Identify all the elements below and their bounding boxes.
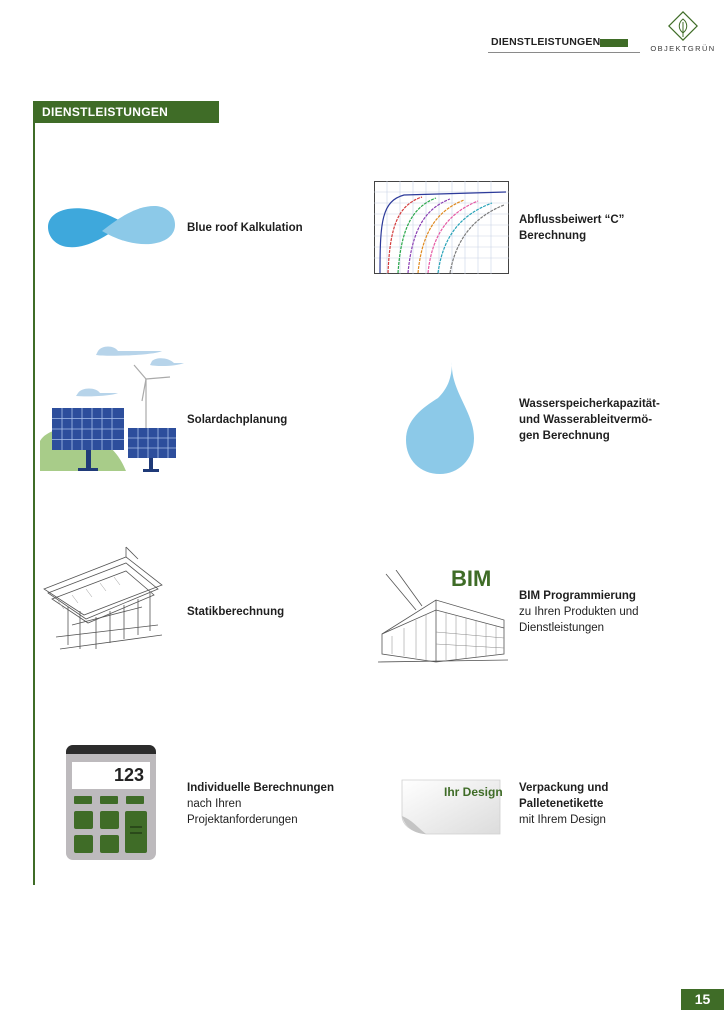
service-desc-line1: zu Ihren Produkten und — [519, 606, 639, 618]
solar-panels-wind-icon — [38, 343, 184, 475]
page-number: 15 — [681, 989, 724, 1010]
calculator-key — [74, 811, 93, 829]
bim-building-sketch-icon — [376, 570, 510, 666]
service-title-line1: Wasserspeicherkapazität- — [519, 398, 660, 410]
water-drop-icon — [404, 360, 476, 476]
service-title-line2: Berechnung — [519, 230, 587, 242]
equals-icon — [130, 826, 142, 828]
equals-icon-bar — [130, 832, 142, 834]
ihr-design-badge: Ihr Design — [444, 785, 503, 799]
service-verpackung — [519, 780, 608, 828]
section-vertical-rule — [33, 123, 35, 885]
leaf-diamond-icon — [667, 10, 699, 42]
service-title: Individuelle Berechnungen — [187, 782, 334, 794]
service-blue-roof — [187, 220, 303, 236]
logo-wordmark: OBJEKTGRÜN — [650, 44, 716, 53]
service-title-line2: und Wasserableitvermö- — [519, 414, 653, 426]
service-statik — [187, 604, 284, 620]
water-drops-icon — [44, 197, 179, 255]
calculator-key — [100, 811, 119, 829]
service-title-line1: Abflussbeiwert “C” — [519, 214, 625, 226]
service-individuell — [187, 780, 334, 828]
service-desc-line2: Dienstleistungen — [519, 622, 605, 634]
service-title-line1: Verpackung und — [519, 782, 609, 794]
service-title-line2: Palletenetikette — [519, 798, 604, 810]
calculator-key — [74, 835, 93, 853]
bim-badge: BIM — [451, 566, 492, 591]
company-logo — [650, 10, 716, 56]
calculator-equals-key — [125, 811, 147, 853]
header-accent-bar — [600, 39, 628, 47]
calculator-icon — [66, 745, 156, 860]
building-sketch-icon — [42, 545, 166, 653]
header-section-tag — [488, 35, 640, 53]
calculator-display: 123 — [72, 762, 150, 789]
service-solar — [187, 412, 287, 428]
service-title-line3: gen Berechnung — [519, 430, 610, 442]
service-title: BIM Programmierung — [519, 590, 636, 602]
calculator-key — [100, 796, 118, 804]
service-abfluss — [519, 212, 624, 244]
service-title: Blue roof Kalkulation — [187, 222, 303, 234]
service-title: Statikberechnung — [187, 606, 285, 618]
service-desc-line2: Projektanforderungen — [187, 814, 298, 826]
service-desc-line1: nach Ihren — [187, 798, 242, 810]
calculator-key — [100, 835, 119, 853]
service-desc: mit Ihrem Design — [519, 814, 606, 826]
service-wasser — [519, 396, 660, 444]
header-section-label: DIENSTLEISTUNGEN — [491, 36, 601, 48]
service-title: Solardachplanung — [187, 414, 288, 426]
calculator-top-band — [66, 745, 156, 754]
calculator-key — [74, 796, 92, 804]
section-title: DIENSTLEISTUNGEN — [33, 101, 219, 123]
runoff-curves-chart-icon — [374, 181, 509, 274]
calculator-key — [126, 796, 144, 804]
service-bim — [519, 588, 639, 636]
